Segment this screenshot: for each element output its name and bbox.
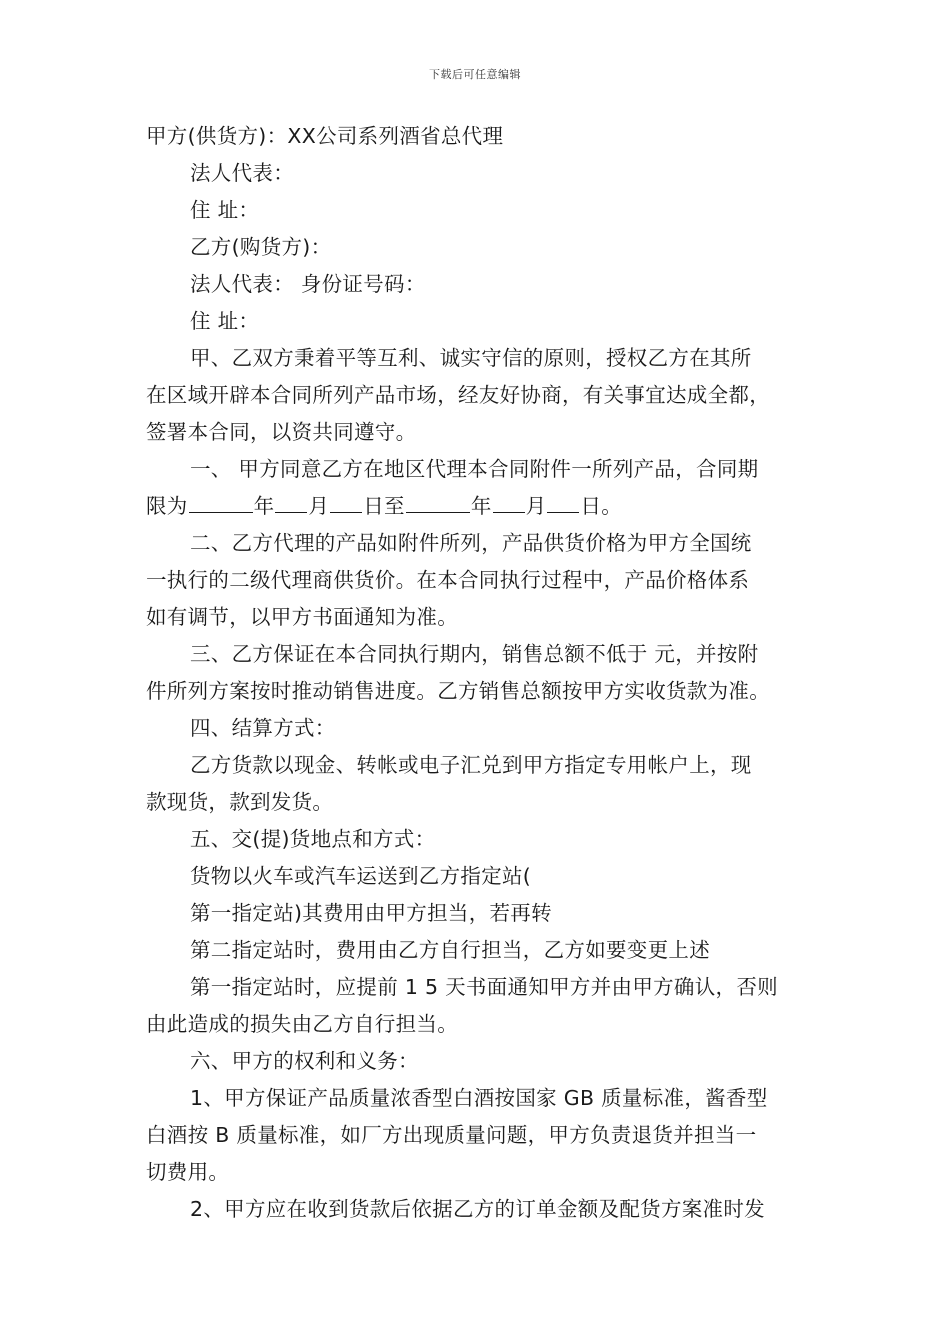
clause-1-line-1: 一、 甲方同意乙方在地区代理本合同附件一所列产品，合同期 [190,457,759,481]
term-label: 限为 [146,494,188,518]
clause-5-heading: 五、交(提)货地点和方式： [190,827,436,851]
party-b-address: 住 址： [190,309,260,333]
clause-5-line-5: 由此造成的损失由乙方自行担当。 [146,1012,458,1036]
month-label-2: 月 [525,494,547,518]
day-to-label: 日至 [363,494,405,518]
party-a-legal-rep: 法人代表： [190,161,294,185]
clause-4-line-1: 乙方货款以现金、转帐或电子汇兑到甲方指定专用帐户上，现 [190,753,752,777]
clause-6-heading: 六、甲方的权利和义务： [190,1049,419,1073]
clause-5-line-1: 货物以火车或汽车运送到乙方指定站( [190,864,532,888]
party-a-address: 住 址： [190,198,260,222]
party-a-line: 甲方(供货方)：XX公司系列酒省总代理 [146,124,504,148]
clause-6-item-1-line-3: 切费用。 [146,1160,230,1184]
clause-2-line-1: 二、乙方代理的产品如附件所列，产品供货价格为甲方全国统 [190,531,752,555]
contract-body [146,118,826,1228]
clause-4-line-2: 款现货，款到发货。 [146,790,334,814]
start-day-blank[interactable] [330,492,362,513]
clause-6-item-1-line-2: 白酒按 B 质量标准，如厂方出现质量问题，甲方负责退货并担当一 [146,1123,757,1147]
clause-2-line-3: 如有调节，以甲方书面通知为准。 [146,605,458,629]
end-day-blank[interactable] [547,492,579,513]
clause-1-line-2 [146,488,826,525]
year-label: 年 [253,494,275,518]
month-label: 月 [308,494,330,518]
clause-5-line-4: 第一指定站时，应提前 1 5 天书面通知甲方并由甲方确认，否则 [190,975,778,999]
start-year-blank[interactable] [189,492,253,513]
preamble-line-3: 签署本合同，以资共同遵守。 [146,420,417,444]
party-b-line: 乙方(购货方)： [190,235,332,259]
party-b-legal-rep: 法人代表： 身份证号码： [190,272,426,296]
clause-5-line-3: 第二指定站时，费用由乙方自行担当，乙方如要变更上述 [190,938,710,962]
preamble-line-2: 在区域开辟本合同所列产品市场，经友好协商，有关事宜达成全都， [146,383,770,407]
clause-6-item-2-line-1: 2、甲方应在收到货款后依据乙方的订单金额及配货方案准时发 [190,1197,765,1221]
clause-3-line-1: 三、乙方保证在本合同执行期内，销售总额不低于 元，并按附 [190,642,759,666]
clause-2-line-2: 一执行的二级代理商供货价。在本合同执行过程中，产品价格体系 [146,568,750,592]
page-header-note: 下载后可任意编辑 [429,68,521,81]
clause-4-heading: 四、结算方式： [190,716,336,740]
day-label-2: 日。 [580,494,623,518]
end-year-blank[interactable] [406,492,470,513]
preamble-line-1: 甲、乙双方秉着平等互利、诚实守信的原则，授权乙方在其所 [190,346,752,370]
clause-3-line-2: 件所列方案按时推动销售进度。乙方销售总额按甲方实收货款为准。 [146,679,770,703]
end-month-blank[interactable] [493,492,525,513]
start-month-blank[interactable] [275,492,307,513]
clause-5-line-2: 第一指定站)其费用由甲方担当，若再转 [190,901,552,925]
clause-6-item-1-line-1: 1、甲方保证产品质量浓香型白酒按国家 GB 质量标准，酱香型 [190,1086,768,1110]
year-label-2: 年 [470,494,492,518]
